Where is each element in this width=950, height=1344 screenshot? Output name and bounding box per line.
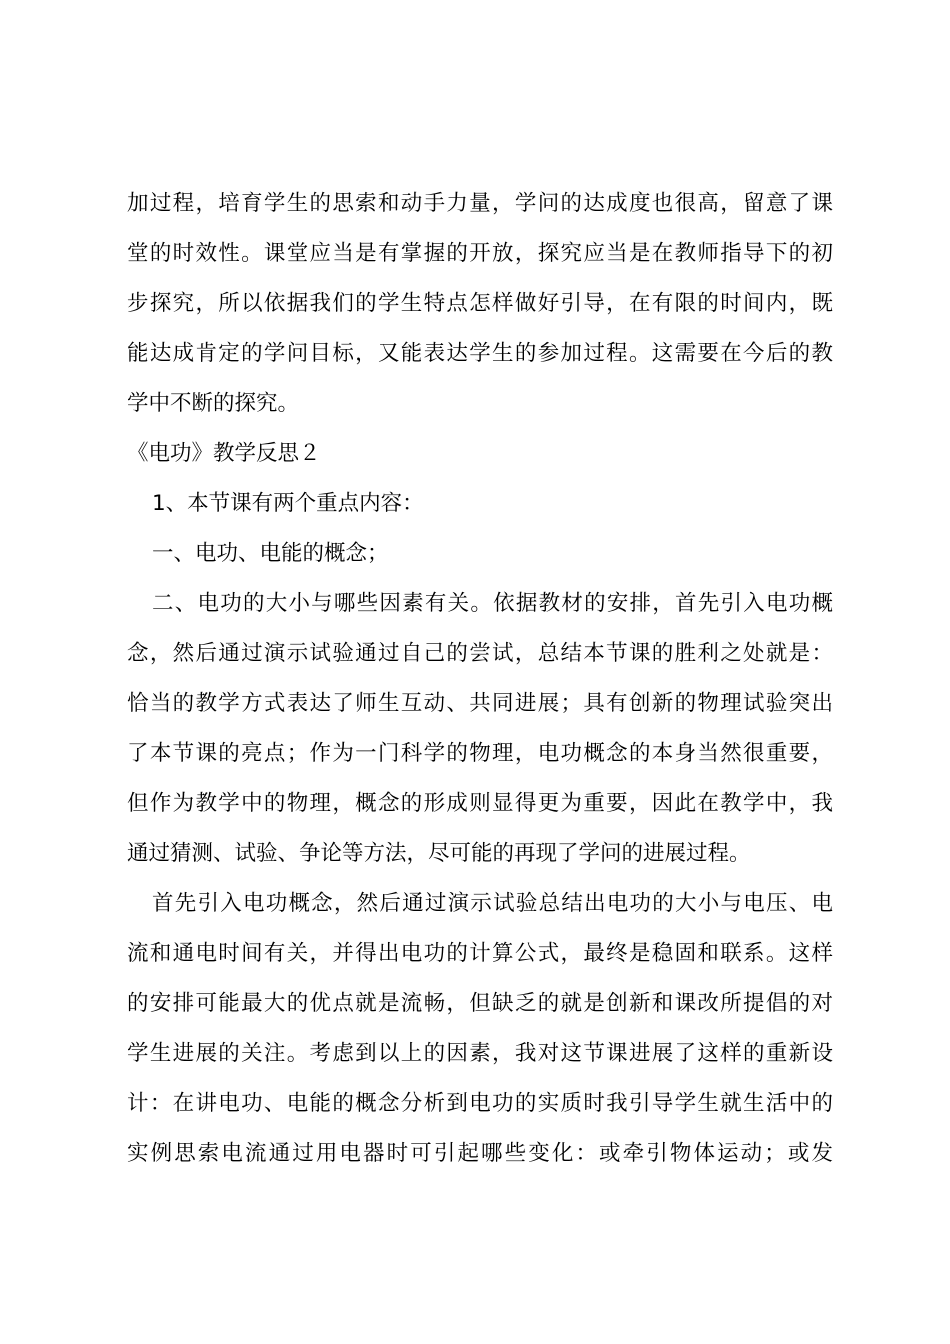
paragraph-line: 加过程，培育学生的思索和动手力量，学问的达成度也很高，留意了课 xyxy=(127,191,833,216)
paragraph-line: 计：在讲电功、电能的概念分析到电功的实质时我引导学生就生活中的 xyxy=(127,1091,833,1116)
paragraph-line: 但作为教学中的物理，概念的形成则显得更为重要，因此在教学中，我 xyxy=(127,791,833,816)
paragraph-line: 学生进展的关注。考虑到以上的因素，我对这节课进展了这样的重新设 xyxy=(127,1041,833,1066)
section-heading: 《电功》教学反思２ xyxy=(127,441,321,466)
list-item: 1、本节课有两个重点内容： xyxy=(152,491,424,516)
paragraph-line: 恰当的教学方式表达了师生互动、共同进展；具有创新的物理试验突出 xyxy=(127,691,833,716)
paragraph-line: 步探究，所以依据我们的学生特点怎样做好引导，在有限的时间内，既 xyxy=(127,291,833,316)
paragraph-line: 能达成肯定的学问目标，又能表达学生的参加过程。这需要在今后的教 xyxy=(127,341,833,366)
paragraph-line: 通过猜测、试验、争论等方法，尽可能的再现了学问的进展过程。 xyxy=(127,841,751,866)
paragraph-line: 念，然后通过演示试验通过自己的尝试，总结本节课的胜利之处就是： xyxy=(127,641,833,666)
list-item: 一、电功、电能的概念； xyxy=(152,541,389,566)
paragraph-line: 实例思索电流通过用电器时可引起哪些变化：或牵引物体运动；或发 xyxy=(127,1141,833,1166)
paragraph-line: 二、电功的大小与哪些因素有关。依据教材的安排，首先引入电功概 xyxy=(152,591,833,616)
paragraph-line: 学中不断的探究。 xyxy=(127,391,300,416)
paragraph-line: 了本节课的亮点；作为一门科学的物理，电功概念的本身当然很重要， xyxy=(127,741,833,766)
paragraph-line: 堂的时效性。课堂应当是有掌握的开放，探究应当是在教师指导下的初 xyxy=(127,241,833,266)
paragraph-line: 流和通电时间有关，并得出电功的计算公式，最终是稳固和联系。这样 xyxy=(127,941,833,966)
paragraph-line: 的安排可能最大的优点就是流畅，但缺乏的就是创新和课改所提倡的对 xyxy=(127,991,833,1016)
paragraph-line: 首先引入电功概念，然后通过演示试验总结出电功的大小与电压、电 xyxy=(152,891,833,916)
